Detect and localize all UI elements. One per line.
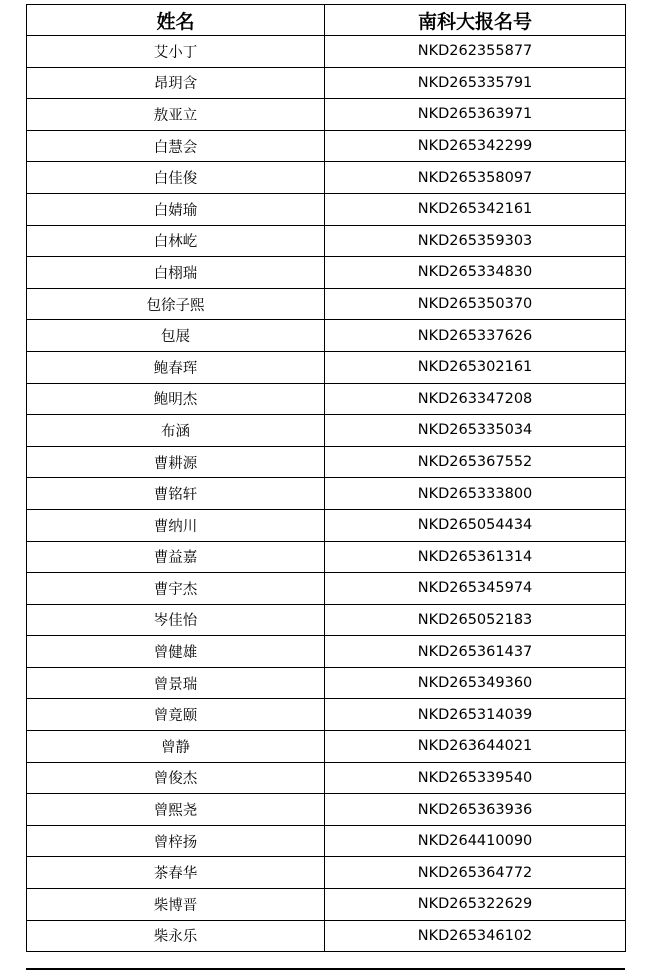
student-name-cell: 白婧瑜 [27, 193, 325, 225]
table-row [27, 573, 626, 605]
student-name-cell: 柴博晋 [27, 889, 325, 921]
table-row [27, 99, 626, 131]
student-name-cell: 布涵 [27, 415, 325, 447]
student-name-cell: 艾小丁 [27, 36, 325, 68]
table-row [27, 509, 626, 541]
registration-number-cell: NKD265345974 [325, 573, 626, 605]
registration-number-cell: NKD265054434 [325, 509, 626, 541]
admission-list-sheet [26, 4, 625, 952]
registration-number-cell: NKD265367552 [325, 446, 626, 478]
registration-number-cell: NKD265339540 [325, 762, 626, 794]
student-name-cell: 包徐子熙 [27, 288, 325, 320]
student-name-cell: 曾俊杰 [27, 762, 325, 794]
table-row [27, 351, 626, 383]
student-name-cell: 岑佳怡 [27, 604, 325, 636]
registration-number-cell: NKD265335034 [325, 415, 626, 447]
registration-number-cell: NKD265314039 [325, 699, 626, 731]
student-name-cell: 曹益嘉 [27, 541, 325, 573]
registration-number-cell: NKD265350370 [325, 288, 626, 320]
registration-number-cell: NKD263347208 [325, 383, 626, 415]
table-row [27, 794, 626, 826]
table-row [27, 446, 626, 478]
student-name-cell: 曾梓扬 [27, 825, 325, 857]
student-name-cell: 曹纳川 [27, 509, 325, 541]
student-name-cell: 曾景瑞 [27, 667, 325, 699]
registration-number-cell: NKD262355877 [325, 36, 626, 68]
student-name-cell: 曾健雄 [27, 636, 325, 668]
student-name-cell: 白佳俊 [27, 162, 325, 194]
registration-number-cell: NKD265349360 [325, 667, 626, 699]
table-row [27, 699, 626, 731]
table-row [27, 193, 626, 225]
student-name-cell: 茶春华 [27, 857, 325, 889]
student-name-cell: 柴永乐 [27, 920, 325, 952]
student-name-cell: 昂玥含 [27, 67, 325, 99]
student-name-cell: 敖亚立 [27, 99, 325, 131]
registration-number-cell: NKD265337626 [325, 320, 626, 352]
registration-number-cell: NKD265302161 [325, 351, 626, 383]
table-row [27, 320, 626, 352]
student-name-cell: 曹宇杰 [27, 573, 325, 605]
registration-number-cell: NKD265363936 [325, 794, 626, 826]
student-name-cell: 包展 [27, 320, 325, 352]
header-registration-number: 南科大报名号 [325, 5, 626, 36]
registration-number-cell: NKD265334830 [325, 257, 626, 289]
table-row [27, 130, 626, 162]
table-row [27, 604, 626, 636]
table-row [27, 257, 626, 289]
registration-number-cell: NKD265052183 [325, 604, 626, 636]
student-name-cell: 鲍明杰 [27, 383, 325, 415]
registration-number-cell: NKD265333800 [325, 478, 626, 510]
table-row [27, 541, 626, 573]
table-row [27, 36, 626, 68]
student-name-cell: 曾静 [27, 731, 325, 763]
table-row [27, 288, 626, 320]
registration-number-cell: NKD265322629 [325, 889, 626, 921]
table-row [27, 825, 626, 857]
registration-number-cell: NKD265361437 [325, 636, 626, 668]
registration-number-cell: NKD265364772 [325, 857, 626, 889]
registration-number-cell: NKD264410090 [325, 825, 626, 857]
registration-number-cell: NKD265361314 [325, 541, 626, 573]
student-name-cell: 曾熙尧 [27, 794, 325, 826]
student-name-cell: 曹耕源 [27, 446, 325, 478]
registration-number-cell: NKD265335791 [325, 67, 626, 99]
table-row [27, 636, 626, 668]
header-name: 姓名 [27, 5, 325, 36]
student-name-cell: 白慧会 [27, 130, 325, 162]
table-row [27, 731, 626, 763]
admission-table [26, 4, 626, 952]
table-bottom-border [26, 968, 625, 970]
student-name-cell: 鲍春珲 [27, 351, 325, 383]
student-name-cell: 白栩瑞 [27, 257, 325, 289]
table-row [27, 162, 626, 194]
registration-number-cell: NKD263644021 [325, 731, 626, 763]
student-name-cell: 曾竟颐 [27, 699, 325, 731]
registration-number-cell: NKD265346102 [325, 920, 626, 952]
table-row [27, 889, 626, 921]
table-row [27, 415, 626, 447]
registration-number-cell: NKD265363971 [325, 99, 626, 131]
table-row [27, 762, 626, 794]
student-name-cell: 曹铭轩 [27, 478, 325, 510]
table-row [27, 67, 626, 99]
table-row [27, 225, 626, 257]
registration-number-cell: NKD265359303 [325, 225, 626, 257]
table-row [27, 383, 626, 415]
registration-number-cell: NKD265358097 [325, 162, 626, 194]
table-body [27, 36, 626, 952]
table-row [27, 478, 626, 510]
registration-number-cell: NKD265342161 [325, 193, 626, 225]
registration-number-cell: NKD265342299 [325, 130, 626, 162]
table-row [27, 667, 626, 699]
table-row [27, 920, 626, 952]
student-name-cell: 白林屹 [27, 225, 325, 257]
table-header-row [27, 5, 626, 36]
table-row [27, 857, 626, 889]
